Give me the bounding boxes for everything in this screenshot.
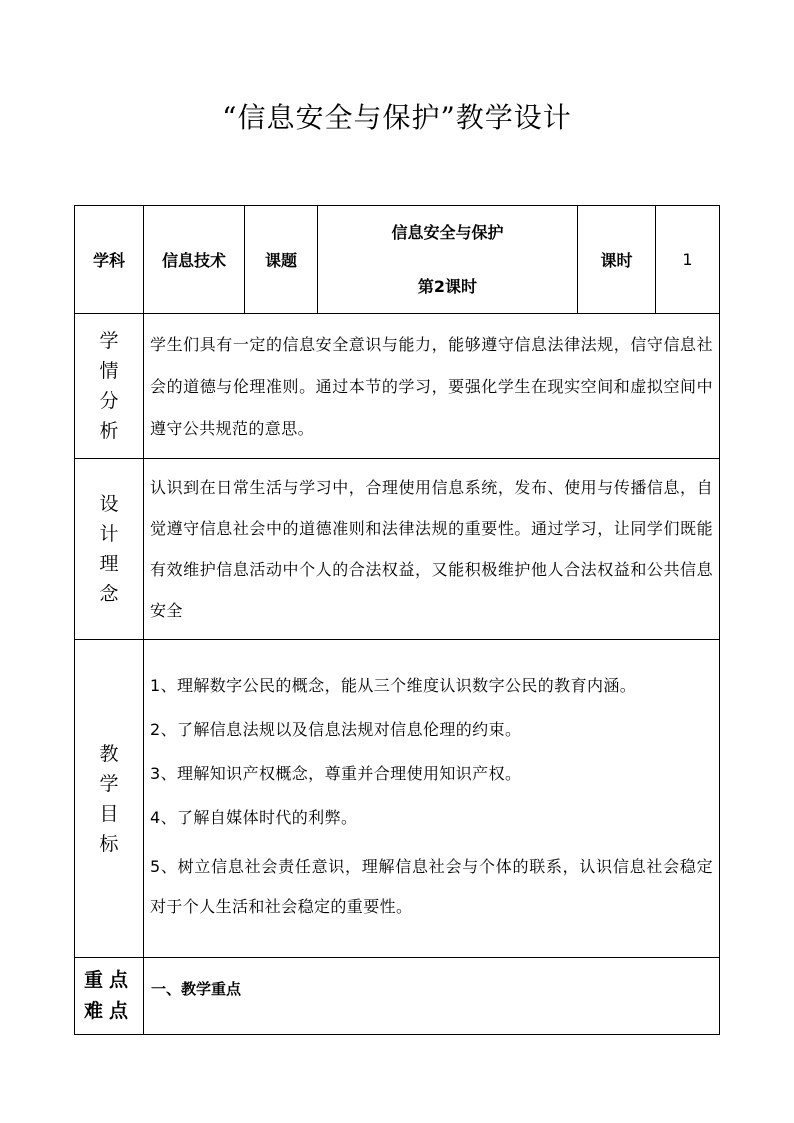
analysis-label-char: 分 (99, 390, 119, 412)
analysis-row (75, 314, 720, 459)
key-points-label-line: 难点 (83, 1000, 134, 1022)
topic-value (318, 206, 578, 314)
analysis-label (75, 314, 144, 459)
goals-row (75, 640, 720, 958)
goal-item: 2、了解信息法规以及信息法规对信息伦理的约束。 (150, 719, 522, 739)
goals-label (75, 640, 144, 958)
design-label-char: 理 (99, 553, 119, 575)
lesson-plan-table (74, 205, 720, 1035)
header-row (75, 206, 720, 314)
goal-item: 3、理解知识产权概念，尊重并合理使用知识产权。 (150, 763, 522, 783)
topic-label: 课题 (245, 206, 318, 314)
subject-label: 学科 (75, 206, 144, 314)
subject-value: 信息技术 (144, 206, 245, 314)
goals-list (144, 640, 720, 958)
goals-label-char: 学 (99, 772, 119, 795)
topic-title: 信息安全与保护 (391, 222, 504, 242)
goals-label-char: 标 (99, 832, 119, 855)
design-label-char: 设 (99, 493, 119, 515)
key-points-label (75, 958, 144, 1035)
design-text: 认识到在日常生活与学习中，合理使用信息系统，发布、使用与传播信息，自觉遵守信息社会中的道德准则和法律法规的重要性。通过学习，让同学们既能有效维护信息活动中个人的合法权益，又能积极维护他人合法权益和公共信息安全 (144, 459, 720, 640)
goal-item: 5、树立信息社会责任意识，理解信息社会与个体的联系，认识信息社会稳定对于个人生活和社会稳定的重要性。 (150, 856, 713, 916)
goal-item: 4、了解自媒体时代的利弊。 (150, 807, 358, 827)
design-label-char: 计 (99, 523, 119, 545)
key-points-subheading: 一、教学重点 (144, 958, 720, 1035)
design-label (75, 459, 144, 640)
analysis-text: 学生们具有一定的信息安全意识与能力，能够遵守信息法律法规，信守信息社会的道德与伦理准则。通过本节的学习，要强化学生在现实空间和虚拟空间中遵守公共规范的意思。 (144, 314, 720, 459)
analysis-label-char: 学 (99, 330, 119, 352)
goals-label-char: 教 (99, 742, 119, 765)
hours-label: 课时 (578, 206, 656, 314)
key-points-row (75, 958, 720, 1035)
lesson-number: 第2课时 (417, 276, 478, 296)
goal-item: 1、理解数字公民的概念，能从三个维度认识数字公民的教育内涵。 (150, 675, 637, 695)
key-points-label-line: 重点 (83, 969, 134, 991)
analysis-label-char: 情 (99, 360, 119, 382)
design-row (75, 459, 720, 640)
page-title: “信息安全与保护”教学设计 (222, 101, 572, 134)
design-label-char: 念 (99, 583, 119, 605)
goals-label-char: 目 (99, 802, 119, 825)
hours-value: 1 (656, 206, 720, 314)
analysis-label-char: 析 (99, 420, 119, 442)
